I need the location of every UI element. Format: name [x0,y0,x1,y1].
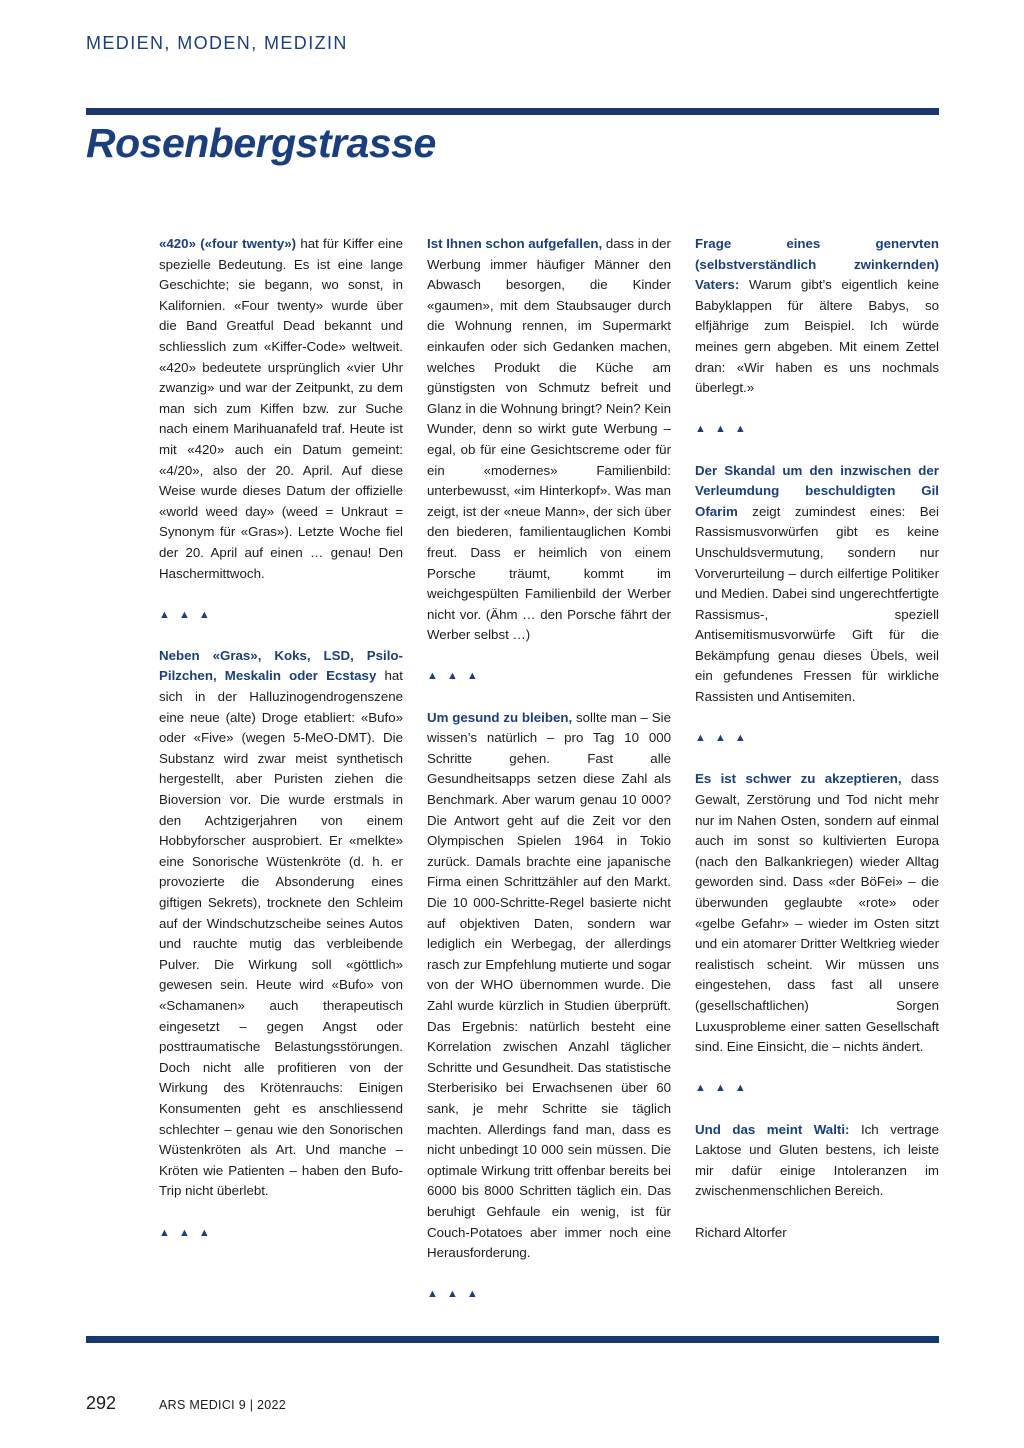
journal-issue: ARS MEDICI 9 | 2022 [159,1398,287,1412]
separator-triangles: ▲ ▲ ▲ [695,423,749,436]
paragraph-schritte [427,708,671,1264]
lead-in: Um gesund zu bleiben, [427,709,573,725]
separator-triangles: ▲ ▲ ▲ [695,732,749,745]
section-label: MEDIEN, MODEN, MEDIZIN [86,33,348,53]
lead-in: Es ist schwer zu akzeptieren, [695,771,902,787]
paragraph-werbung [427,234,671,646]
paragraph-420 [159,234,403,584]
bottom-rule [86,1336,939,1343]
body-text: sollte man – Sie wissen’s natürlich – pro Tag 10 000 Schritte gehen. Fast alle Gesundheitsapps setzen diese Zahl als Benchmark. Aber warum genau 10 000? Die Antwort geht auf die Zeit vor den Olympischen Spielen 1964 in Tokio zurück. Damals brachte eine japanische Firma einen Schrittzähler auf den Markt. Die 10 000-Schritte-Regel basierte nicht auf objektiven Daten, sondern war lediglich ein Werbegag, der allerdings rasch zur Empfehlung mutierte und sogar von der WHO übernommen wurde. Die Zahl wurde kürzlich in Studien überprüft. Das Ergebnis: natürlich besteht eine Korrelation zwischen Anzahl täglicher Schritte und Gesundheit. Das statistische Sterberisiko bei Erwachsenen über 60 sank, je mehr Schritte sie täglich machten. Allerdings fand man, dass es nicht unbedingt 10 000 sein müssen. Die optimale Wirkung tritt offenbar bereits bei 6000 bis 8000 Schritten täglich ein. Das beruhigt Gehfaule ein wenig, ist für Couch-Potatoes aber immer noch eine Herausforderung. [427,709,671,1261]
lead-in: Und das meint Walti: [695,1121,850,1137]
body-text: Ich vertrage Laktose und Gluten bestens, ich leiste mir dafür einige Intoleranzen im zwischenmenschlichen Bereich. [695,1121,939,1199]
separator-triangles: ▲ ▲ ▲ [427,670,481,683]
body-text: dass in der Werbung immer häufiger Männer den Abwasch besorgen, die Kinder «gaumen», mit dem Staubsauger durch die Wohnung rennen, im Supermarkt einkaufen oder sich Gedanken machen, welches Produkt die Küche am günstigsten von Schmutz befreit und Glanz in die Wohnung bringt? Nein? Kein Wunder, denn so wirkt gute Werbung – egal, ob für eine Gesichtscreme oder für ein «modernes» Familienbild: unterbewusst, «im Hinterkopf». Was man zeigt, ist der «neue Mann», der sich über den biederen, familientauglichen Kombi freut. Dass er heimlich von einem Porsche träumt, kommt im weichgespülten Familienbild der Werber nicht vor. (Ähm … den Porsche fährt der Werber selbst …) [427,236,671,643]
page-number: 292 [86,1393,117,1413]
top-rule [86,108,939,115]
body-text: Warum gibt’s eigentlich keine Babyklappen für ältere Babys, so elfjährige zum Beispiel. Ich würde meines gern abgeben. Mit einem Zettel dran: «Wir haben es uns nochmals überlegt.» [695,277,939,396]
article-title: Rosenbergstrasse [86,120,436,166]
separator-triangles: ▲ ▲ ▲ [695,1082,749,1095]
separator-triangles: ▲ ▲ ▲ [427,1288,481,1301]
paragraph-ofarim [695,461,939,708]
body-text: hat sich in der Halluzinogendrogenszene eine neue (alte) Droge etabliert: «Bufo» oder «Five» (wegen 5-MeO-DMT). Die Substanz wird zwar meist synthetisch hergestellt, aber Puristen ziehen die Bioversion vor. Die wurde erstmals in den Achtzigerjahren von einem Hobbyforscher ausprobiert. Er «melkte» eine Sonorische Wüstenkröte (d. h. er provozierte die Absonderung eines giftigen Sekrets), trocknete den Schleim auf der Windschutzscheibe seines Autos und rauchte mutig das verbleibende Pulver. Die Wirkung soll «göttlich» gewesen sein. Heute wird «Bufo» von «Schamanen» auch therapeutisch eingesetzt – gegen Angst oder posttraumatische Belastungsstörungen. Doch nicht alle profitieren von der Wirkung des Krötenrauchs: Einigen Konsumenten geht es anschliessend schlechter – genau wie den Sonorischen Wüstenkröten als Art. Und manche – Kröten wie Patienten – haben den Bufo-Trip nicht überlebt. [159,668,403,1199]
separator-triangles: ▲ ▲ ▲ [159,1226,213,1239]
column-2 [427,234,671,1305]
column-3 [695,234,939,1243]
body-text: dass Gewalt, Zerstörung und Tod nicht mehr nur im Nahen Osten, sondern auf einmal auch im sonst so kultivierten Europa (nach den Balkankriegen) wieder Alltag geworden sind. Dass «der BöFei» – die überwunden geglaubte «rote» oder «gelbe Gefahr» – wieder im Osten sitzt und ein atomarer Dritter Weltkrieg wieder realistisch scheint. Wir müssen uns eingestehen, dass fast all unsere (gesellschaftlichen) Sorgen Luxusprobleme einer satten Gesellschaft sind. Eine Einsicht, die – nichts ändert. [695,771,939,1055]
body-text: hat für Kiffer eine spezielle Bedeutung. Es ist eine lange Geschichte; sie begann, wo sonst, in Kalifornien. «Four twenty» wurde über die Band Greatful Dead bekannt und schliesslich zum «Kiffer-Code» weltweit. «420» bedeutete ursprünglich «vier Uhr zwanzig» und war der Zeitpunkt, zu dem man sich zum Kiffen bzw. zur Suche nach einem Marihuanafeld traf. Heute ist mit «420» auch ein Datum gemeint: «4/20», also der 20. April. Auf diese Weise wurde dieses Datum der offizielle «world weed day» (weed = Unkraut = Synonym für «Gras»). Letzte Woche fiel der 20. April auf einen … genau! Den Haschermittwoch. [159,236,403,581]
column-1 [159,234,403,1243]
lead-in: Neben «Gras», Koks, LSD, Psilo-Pilzchen, Meskalin oder Ecstasy [159,647,403,684]
paragraph-vater [695,234,939,399]
separator-triangles: ▲ ▲ ▲ [159,608,213,621]
lead-in: Frage eines genervten (selbstverständlich zwinkernden) Vaters: [695,236,939,293]
paragraph-europa [695,769,939,1057]
lead-in: «420» («four twenty») [159,236,297,251]
lead-in: Ist Ihnen schon aufgefallen, [427,236,603,251]
author-name: Richard Altorfer [695,1224,787,1240]
paragraph-bufo [159,646,403,1202]
body-text: zeigt zumindest eines: Bei Rassismusvorwürfen gibt es keine Unschuldsvermutung, sondern nur Vorverurteilung – durch eilfertige Politiker und Medien. Dabei sind ungerechtfertigte Rassismus-, speziell Antisemitismusvorwürfe Gift für die Bekämpfung genau dieses Übels, weil ein gefundenes Fressen für wirkliche Rassisten und Antisemiten. [695,503,939,705]
paragraph-walti [695,1120,939,1202]
lead-in: Der Skandal um den inzwischen der Verleumdung beschuldigten Gil Ofarim [695,462,939,519]
